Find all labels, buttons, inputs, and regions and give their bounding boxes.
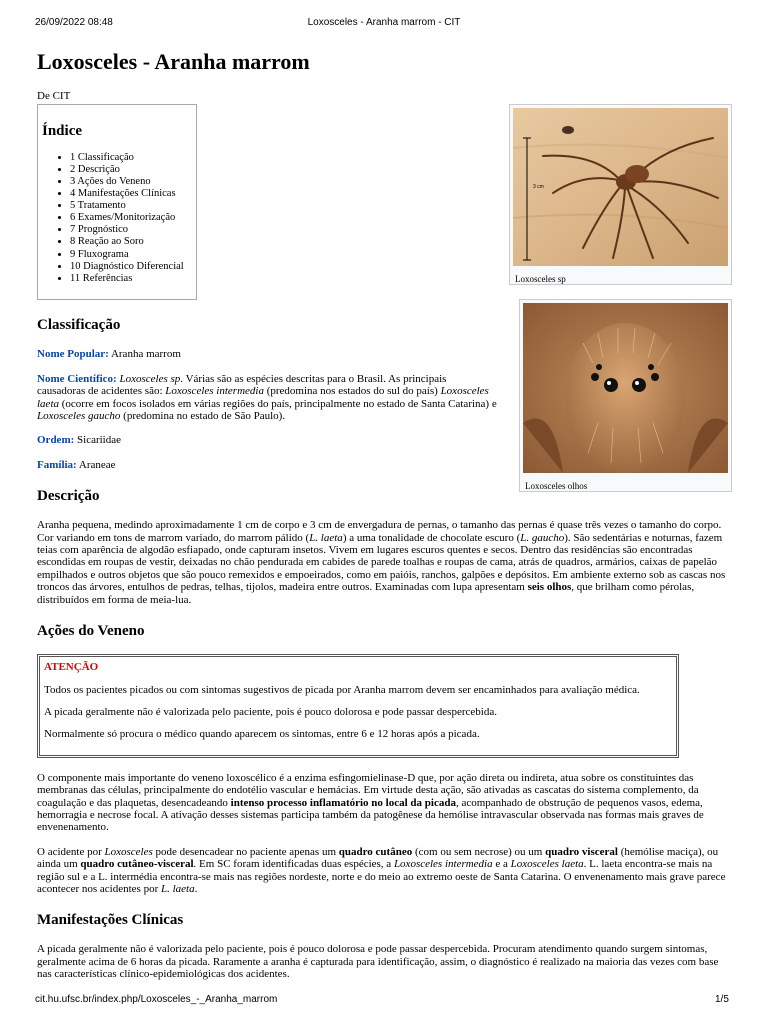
figure-caption: Loxosceles olhos [525, 481, 588, 491]
figure-loxosceles-olhos [519, 299, 732, 492]
article-source: De CIT [37, 90, 71, 102]
toc-item-prognostico[interactable]: • 7 Prognóstico [70, 224, 196, 236]
figure-loxosceles-sp [509, 104, 732, 285]
toc-item-fluxograma[interactable]: • 9 Fluxograma [70, 249, 196, 261]
nome-cientifico-label[interactable]: Nome Científico: [37, 372, 117, 385]
figure-caption: Loxosceles sp [515, 274, 566, 284]
warning-paragraph: A picada geralmente não é valorizada pelo paciente, pois é pouco dolorosa e pode passar despercebida. [44, 705, 497, 718]
toc-item-reacao-soro[interactable]: • 8 Reação ao Soro [70, 236, 196, 248]
manifestacoes-paragraph: A picada geralmente não é valorizada pelo paciente, pois é pouco dolorosa e pode passar despercebida. Procuram atendimento quando surgem sintomas, geralmente acima de 6 horas da picada. Raramente a aranha é capturada para identificação, assim, o diagnóstico é realizado na maioria das vezes com base nas características clínico-epidemiológicas dos acidentes. [37, 943, 719, 981]
familia-label[interactable]: Família: [37, 458, 77, 471]
ordem-label[interactable]: Ordem: [37, 434, 75, 447]
warning-paragraph: Normalmente só procura o médico quando aparecem os sintomas, entre 6 e 12 horas após a picada. [44, 728, 480, 741]
print-date: 26/09/2022 08:48 [35, 17, 113, 28]
acoes-paragraph-1: O componente mais importante do veneno loxoscélico é a enzima esfingomielinase-D que, por ação direta ou indireta, atua sobre os constituintes das membranas das células, principalmente do endotélio vascular e hemácias. Em virtude desta ação, são ativadas as cascatas do sistema complemento, da coagulação e das plaquetas, desencadeando intenso processo inflamatório no local da picada, acompanhado de obstrução de pequenos vasos, edema, hemorragia e necrose focal. A ativação desses sistemas participa também da patogênese da hemólise intravascular observada nas formas mais graves de envenenamento. [37, 771, 704, 834]
section-heading-descricao: Descrição [37, 488, 100, 505]
toc-item-classificacao[interactable]: • 1 Classificação [70, 152, 196, 164]
toc-heading: Índice [42, 123, 83, 140]
familia: Família: Araneae [37, 458, 116, 471]
toc-item-acoes-veneno[interactable]: • 3 Ações do Veneno [70, 176, 196, 188]
toc-item-referencias[interactable]: • 11 Referências [70, 273, 196, 285]
acoes-paragraph-2: O acidente por Loxosceles pode desencadear no paciente apenas um quadro cutâneo (com ou sem necrose) ou um quadro visceral (hemólise maciça), ou ainda um quadro cutâneo-visceral. Em SC foram identificadas duas espécies, a Loxosceles intermedia e a Loxosceles laeta. L. laeta encontra-se mais na região sul e a L. intermédia encontra-se mais nas regiões nordeste, norte e do meio ao extremo oeste de Santa Catarina. O envenenamento mais grave parece acontecer nos acidentes por L. laeta. [37, 845, 726, 895]
spider-photo[interactable] [513, 108, 728, 266]
nome-cientifico: Nome Científico: Loxosceles sp. Várias são as espécies descritas para o Brasil. As principais causadoras de acidentes são: Loxosceles intermedia (predomina nos estados do sul do país) Loxosceles laeta (ocorre em focos isolados em várias regiões do país, principalmente no estado de Santa Catarina) e Loxosceles gaucho (predomina no estado de São Paulo). [37, 372, 497, 423]
toc-item-tratamento[interactable]: • 5 Tratamento [70, 200, 196, 212]
warning-box [37, 654, 679, 758]
print-page-title: Loxosceles - Aranha marrom - CIT [307, 17, 461, 28]
print-page-number: 1/5 [715, 994, 729, 1005]
table-of-contents [37, 104, 197, 300]
toc-item-exames[interactable]: • 6 Exames/Monitorização [70, 212, 196, 224]
toc-list [42, 152, 196, 285]
nome-popular-label[interactable]: Nome Popular: [37, 348, 109, 361]
toc-item-manifestacoes[interactable]: • 4 Manifestações Clínicas [70, 188, 196, 200]
scale-label: 3 cm [533, 184, 544, 190]
section-heading-acoes-veneno: Ações do Veneno [37, 623, 145, 640]
toc-item-descricao[interactable]: • 2 Descrição [70, 164, 196, 176]
warning-paragraph: Todos os pacientes picados ou com sintomas sugestivos de picada por Aranha marrom devem ser encaminhados para avaliação médica. [44, 683, 640, 696]
ordem: Ordem: Sicariidae [37, 434, 121, 447]
spider-eyes-photo[interactable] [523, 303, 728, 473]
section-heading-classificacao: Classificação [37, 317, 121, 334]
toc-item-diagnostico[interactable]: • 10 Diagnóstico Diferencial [70, 261, 196, 273]
nome-popular: Nome Popular: Aranha marrom [37, 348, 181, 361]
print-url: cit.hu.ufsc.br/index.php/Loxosceles_-_Aranha_marrom [35, 994, 278, 1005]
section-heading-manifestacoes: Manifestações Clínicas [37, 912, 184, 929]
article-title: Loxosceles - Aranha marrom [37, 49, 310, 74]
warning-title: ATENÇÃO [44, 661, 99, 674]
descricao-paragraph: Aranha pequena, medindo aproximadamente 1 cm de corpo e 3 cm de envergadura de pernas, o tamanho das pernas é quase três vezes o tamanho do corpo. Cor variando em tons de marrom variado, do marrom pálido (L. laeta) a uma tonalidade de chocolate escuro (L. gaucho). São sedentárias e noturnas, fazem teias com aparência de algodão esfiapado, onde capturam insetos. Vivem em lugares escuros quentes e secos. Dentro das residências são encontradas escondidas em roupas de vestir, deixadas no chão pendurada em cabides de parede toalhas e roupas de cama, atrás de quadros, armários, caixas de papelão empilhados e outros objetos que são pouco remexidos e empoeirados, como em paióis, ranchos, galpões e depósitos. Em ambiente externo sob as cascas nos troncos das árvores, entulhos de pedras, telhas, tijolos, madeira entre outros. Examinadas com lupa apresentam seis olhos, que brilham como pérolas, distribuídos em forma de meia-lua. [37, 519, 726, 606]
